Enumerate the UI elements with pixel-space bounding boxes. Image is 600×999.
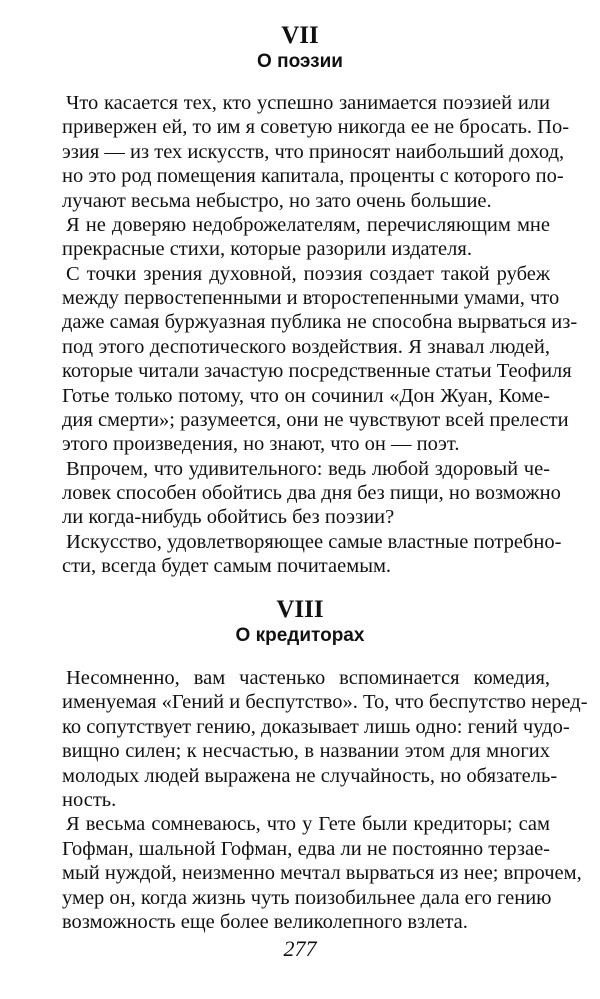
text-line: Впрочем, что удивительного: ведь любой здоровый че-	[66, 458, 550, 480]
section-8-title: О кредиторах	[235, 625, 365, 646]
section-7-number: VII	[281, 22, 319, 49]
text-line: между первостепенными и второстепенными умами, что	[62, 287, 560, 309]
text-line: привержен ей, то им я советую никогда ее не бросать. По-	[62, 116, 570, 138]
text-line: именуемая «Гений и беспутство». То, что беспутство неред-	[62, 691, 588, 713]
text-line: эзия — из тех искусств, что приносят наибольший доход,	[62, 141, 565, 163]
text-line: прекрасные стихи, которые разорили издателя.	[62, 238, 472, 260]
text-line: Я не доверяю недоброжелателям, перечисляющим мне	[66, 214, 550, 236]
text-line: лучают весьма небыстро, но зато очень большие.	[62, 190, 492, 212]
text-line: ность.	[62, 789, 117, 811]
text-line: Несомненно, вам частенько вспоминается комедия,	[66, 667, 550, 689]
text-line: вищно силен; к несчастью, в названии этом для многих	[62, 740, 550, 762]
text-line: под этого деспотического воздействия. Я знавал людей,	[62, 336, 550, 358]
text-line: Готье только потому, что он сочинил «Дон Жуан, Коме-	[62, 385, 550, 407]
text-line: ли когда-нибудь обойтись без поэзии?	[62, 506, 395, 528]
text-line: этого произведения, но знают, что он — поэт.	[62, 433, 460, 455]
text-line: но это род помещения капитала, проценты с которого по-	[62, 165, 564, 187]
text-line: сти, всегда будет самым почитаемым.	[62, 555, 392, 577]
text-line: дия смерти»; разумеется, они не чувствуют всей прелести	[62, 409, 569, 431]
page-number: 277	[283, 936, 317, 961]
text-line: С точки зрения духовной, поэзия создает такой рубеж	[66, 263, 550, 285]
text-line: даже самая буржуазная публика не способна вырваться из-	[62, 311, 578, 333]
text-line: которые читали зачастую посредственные статьи Теофиля	[62, 360, 572, 382]
text-line: Гофман, шальной Гофман, едва ли не постоянно терзае-	[62, 838, 550, 860]
text-line: ловек способен обойтись два дня без пищи, но возможно	[62, 482, 561, 504]
text-line: Я весьма сомневаюсь, что у Гете были кредиторы; сам	[66, 813, 550, 835]
text-line: мый нуждой, неизменно мечтал вырваться из нее; впрочем,	[62, 862, 582, 884]
text-line: молодых людей выражена не случайность, но обязатель-	[62, 765, 558, 787]
text-line: Искусство, удовлетворяющее самые властные потребно-	[66, 531, 562, 553]
section-8-number: VIII	[276, 596, 324, 623]
text-line: ко сопутствует гению, доказывает лишь одно: гений чудо-	[62, 716, 570, 738]
text-line: умер он, когда жизнь чуть поизобильнее дала его гению	[62, 887, 552, 909]
section-7-title: О поэзии	[257, 51, 343, 72]
text-line: Что касается тех, кто успешно занимается поэзией или	[66, 92, 550, 114]
text-line: возможность еще более великолепного взлета.	[62, 911, 468, 933]
